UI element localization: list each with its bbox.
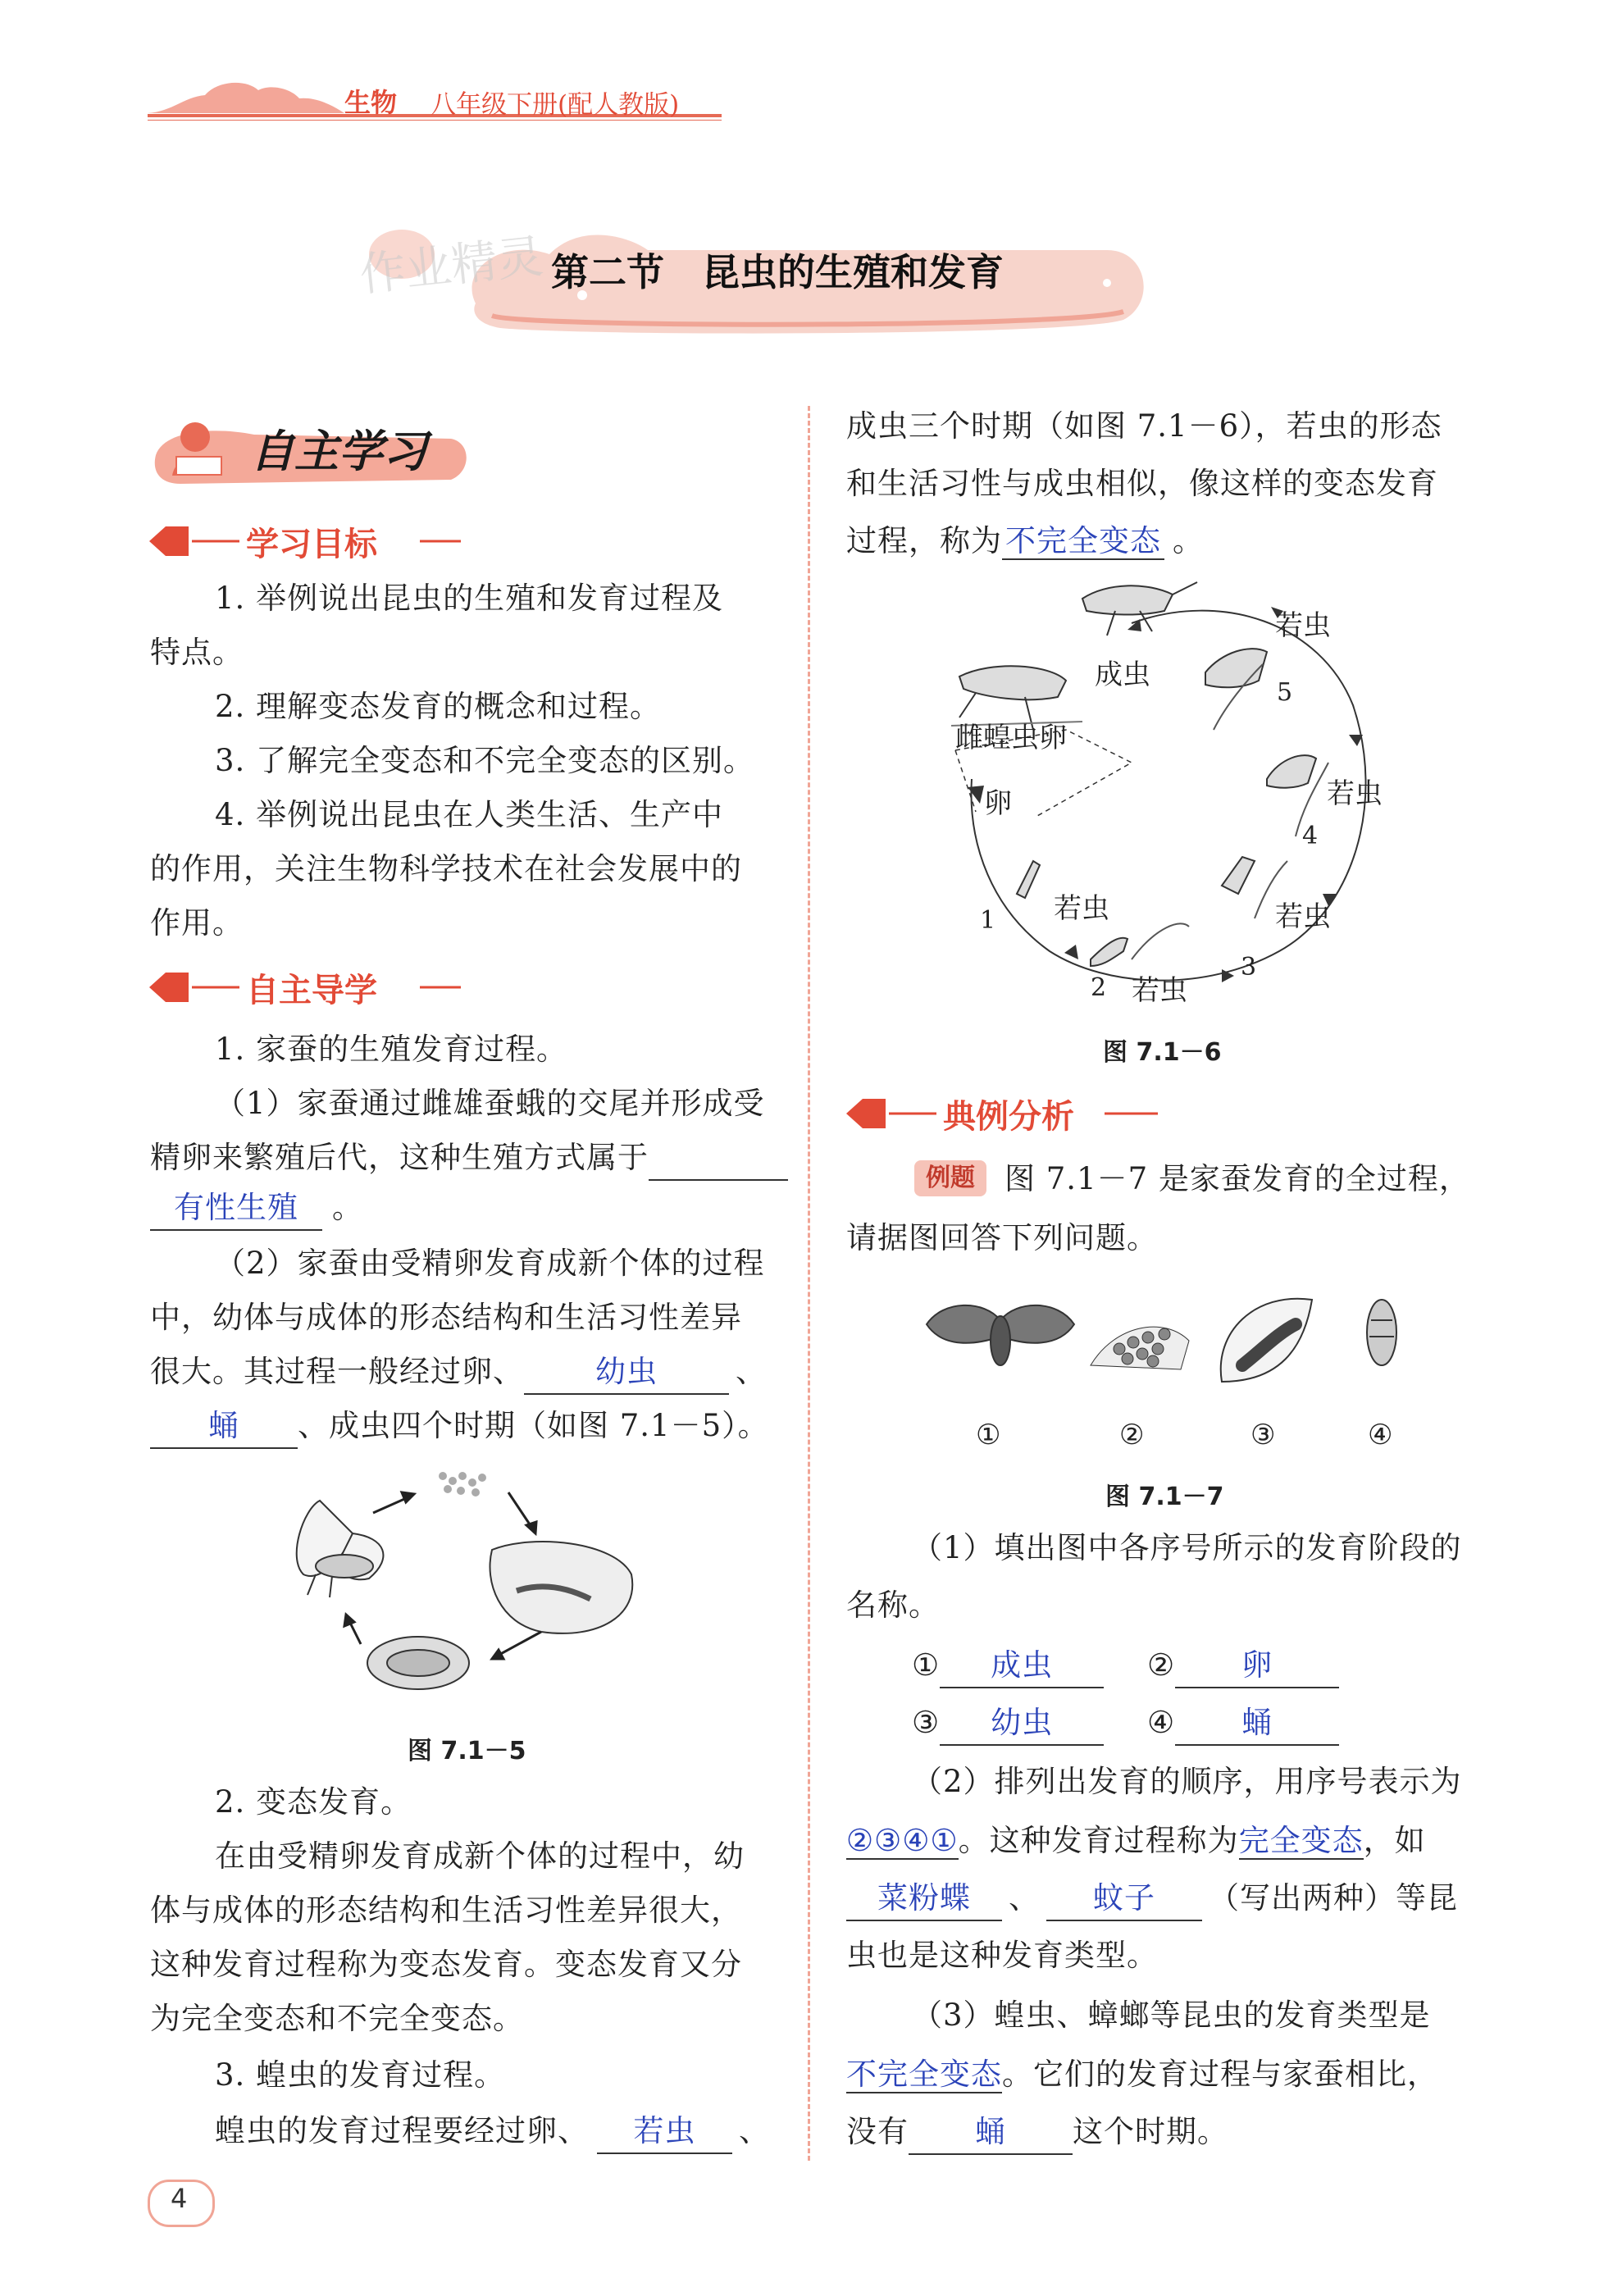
answer-incomplete-metamorphosis: 不完全变态 <box>1002 523 1164 560</box>
blank-q1-1-top <box>649 1137 788 1181</box>
header-book: 八年级下册(配人教版) <box>430 90 680 120</box>
goal-line-5: 4. 举例说出昆虫在人类生活、生产中 <box>215 797 724 832</box>
label-nymph-4: 若虫 <box>1327 777 1383 810</box>
guided-q2c: 这种发育过程称为变态发育。变态发育又分 <box>150 1947 742 1982</box>
answer-row-1 <box>912 1638 1339 1692</box>
label-nymph-3: 若虫 <box>1275 900 1331 933</box>
sub-q3-end: 这个时期。 <box>1073 2114 1228 2149</box>
larva-on-leaf <box>490 1542 633 1633</box>
self-study-heading: 自主学习 <box>250 426 427 477</box>
right-line-1: 成虫三个时期（如图 7.1－6），若虫的形态 <box>846 408 1442 444</box>
goal-line-3: 2. 理解变态发育的概念和过程。 <box>215 689 662 724</box>
figure-7-1-7 <box>918 1275 1410 1398</box>
guided-q1-1b <box>150 1131 788 1185</box>
label-num-1: 1 <box>980 906 996 935</box>
answer-1-num: ① <box>912 1647 941 1683</box>
example-line-2: 请据图回答下列问题。 <box>846 1220 1158 1255</box>
guided-q3a <box>215 2104 770 2158</box>
sub-q2-sep: 、 <box>1009 1880 1040 1916</box>
goal-line-7: 作用。 <box>150 905 244 941</box>
label-nymph-2: 若虫 <box>1132 974 1187 1007</box>
sub-q1-b: 名称。 <box>846 1588 940 1623</box>
example-tag: 例题 <box>914 1160 986 1196</box>
fig7-num-1: ① <box>976 1419 1001 1451</box>
figure-7-1-5-caption: 图 7.1－5 <box>408 1737 526 1765</box>
guided-q3: 3. 蝗虫的发育过程。 <box>215 2057 506 2093</box>
fig7-eggs <box>1091 1327 1189 1369</box>
sub-q3-pre: 没有 <box>846 2114 909 2149</box>
answer-incomplete-metamorphosis-2: 不完全变态 <box>846 2057 1002 2092</box>
sub-q2-tail: （写出两种）等昆 <box>1209 1880 1458 1916</box>
guided-q1-2-sep: 、 <box>736 1354 767 1389</box>
watermark: 作业精灵 <box>357 230 546 303</box>
page-number: 4 <box>171 2183 188 2214</box>
example-line-1: 图 7.1－7 是家蚕发育的全过程， <box>1004 1161 1470 1196</box>
fig7-num-4: ④ <box>1368 1419 1393 1451</box>
goal-line-2: 特点。 <box>150 635 244 670</box>
header-subject: 生物 <box>344 87 398 118</box>
label-nymph-5: 若虫 <box>1275 609 1331 642</box>
answer-pupa-3: 蛹 <box>909 2111 1073 2155</box>
guided-q2b: 体与成体的形态结构和生活习性差异很大， <box>150 1893 742 1928</box>
nymph-stage-1 <box>1017 861 1040 898</box>
page-title: 第二节 昆虫的生殖和发育 <box>551 250 1004 294</box>
sub-q2-a: （2）排列出发育的顺序，用序号表示为 <box>912 1764 1462 1799</box>
nymph-stage-2 <box>1091 923 1189 966</box>
right-line-3-end: 。 <box>1173 523 1204 558</box>
guided-q1-2b: 中，幼体与成体的形态结构和生活习性差异 <box>150 1300 742 1335</box>
goal-line-4: 3. 了解完全变态和不完全变态的区别。 <box>215 743 755 778</box>
egg-dash-2 <box>955 750 976 812</box>
label-egg: 卵 <box>984 787 1012 820</box>
answer-2-num: ② <box>1146 1647 1176 1683</box>
fig7-moth <box>927 1305 1074 1365</box>
guided-q1-1b-text: 精卵来繁殖后代，这种生殖方式属于 <box>150 1140 649 1175</box>
guided-q1-1c <box>150 1181 363 1235</box>
answer-pupa-2: 蛹 <box>1175 1702 1339 1746</box>
goal-line-6: 的作用，关注生物科学技术在社会发展中的 <box>150 851 742 886</box>
guided-q1-2c-text: 很大。其过程一般经过卵、 <box>150 1354 524 1389</box>
guided-q1-2a: （2）家蚕由受精卵发育成新个体的过程 <box>215 1246 765 1281</box>
guided-q1-1-end: 。 <box>332 1190 363 1225</box>
answer-pupa: 蛹 <box>150 1405 298 1449</box>
sub-q3-mid: 。它们的发育过程与家蚕相比， <box>1002 2057 1438 2092</box>
guided-q3a-text: 蝗虫的发育过程要经过卵、 <box>215 2113 589 2148</box>
answer-egg: 卵 <box>1175 1644 1339 1688</box>
figure-7-1-5 <box>271 1460 664 1706</box>
label-female-egg: 雌蝗虫卵 <box>955 722 1067 754</box>
fig7-num-2: ② <box>1119 1419 1145 1451</box>
answer-row-2 <box>912 1696 1339 1750</box>
answer-adult: 成虫 <box>940 1644 1104 1688</box>
label-nymph-1: 若虫 <box>1054 892 1109 925</box>
eggs-illustration <box>439 1472 486 1496</box>
answer-nymph: 若虫 <box>597 2110 732 2154</box>
answer-4-num: ④ <box>1146 1705 1176 1740</box>
answer-order: ②③④① <box>846 1823 959 1858</box>
column-divider <box>808 406 810 2161</box>
guided-q2: 2. 变态发育。 <box>215 1784 412 1820</box>
guided-q1: 1. 家蚕的生殖发育过程。 <box>215 1032 568 1067</box>
label-adult: 成虫 <box>1095 658 1150 691</box>
figure-7-1-7-caption: 图 7.1－7 <box>1105 1483 1224 1511</box>
fig7-num-3: ③ <box>1250 1419 1276 1451</box>
cocoon-illustration <box>367 1637 469 1689</box>
sub-q3-c <box>846 2105 1228 2159</box>
sub-q1-a: （1）填出图中各序号所示的发育阶段的 <box>912 1530 1462 1565</box>
guided-q1-1a: （1）家蚕通过雌雄蚕蛾的交尾并形成受 <box>215 1086 765 1121</box>
fig7-pupa <box>1367 1300 1396 1365</box>
answer-larva-2: 幼虫 <box>940 1702 1104 1746</box>
fig7-larva <box>1221 1299 1312 1382</box>
nymph-stage-4 <box>1267 755 1328 836</box>
guided-q1-2d <box>150 1399 769 1453</box>
moth-illustration <box>297 1501 384 1597</box>
answer-mosquito: 蚊子 <box>1046 1877 1202 1921</box>
goals-heading: 学习目标 <box>246 526 377 563</box>
answer-sexual-reproduction: 有性生殖 <box>150 1187 322 1231</box>
answer-cabbage-butterfly: 菜粉蝶 <box>846 1877 1002 1921</box>
guided-q1-2d-text: 、成虫四个时期（如图 7.1－5）。 <box>298 1408 769 1443</box>
figure-7-1-6-caption: 图 7.1－6 <box>1103 1038 1222 1067</box>
label-num-3: 3 <box>1241 953 1257 982</box>
sub-q2-b <box>846 1814 1426 1868</box>
guided-q1-2c <box>150 1345 767 1399</box>
answer-3-num: ③ <box>912 1705 941 1740</box>
sub-q2-end: ，如 <box>1363 1823 1426 1858</box>
right-line-3 <box>846 514 1204 568</box>
guided-heading: 自主导学 <box>246 972 377 1009</box>
guided-q2d: 为完全变态和不完全变态。 <box>150 2001 524 2036</box>
sub-q3-a: （3）蝗虫、蟑螂等昆虫的发育类型是 <box>912 1998 1431 2033</box>
goal-line-1: 1. 举例说出昆虫的生殖和发育过程及 <box>215 581 724 616</box>
sub-q2-mid: 。这种发育过程称为 <box>958 1823 1239 1858</box>
label-num-5: 5 <box>1277 678 1293 707</box>
nymph-stage-5 <box>1205 649 1267 730</box>
guided-q2a: 在由受精卵发育成新个体的过程中，幼 <box>215 1838 745 1874</box>
sub-q2-d: 虫也是这种发育类型。 <box>846 1938 1158 1973</box>
sub-q3-b <box>846 2048 1438 2102</box>
label-num-2: 2 <box>1091 973 1107 1002</box>
answer-larva: 幼虫 <box>524 1351 729 1395</box>
right-line-2: 和生活习性与成虫相似，像这样的变态发育 <box>846 466 1438 501</box>
example-heading: 典例分析 <box>943 1098 1074 1136</box>
label-num-4: 4 <box>1302 822 1319 850</box>
guided-q3-sep: 、 <box>739 2113 770 2148</box>
answer-complete-metamorphosis: 完全变态 <box>1238 1823 1364 1858</box>
sub-q2-c <box>846 1871 1458 1925</box>
right-line-3-text: 过程，称为 <box>846 523 1002 558</box>
